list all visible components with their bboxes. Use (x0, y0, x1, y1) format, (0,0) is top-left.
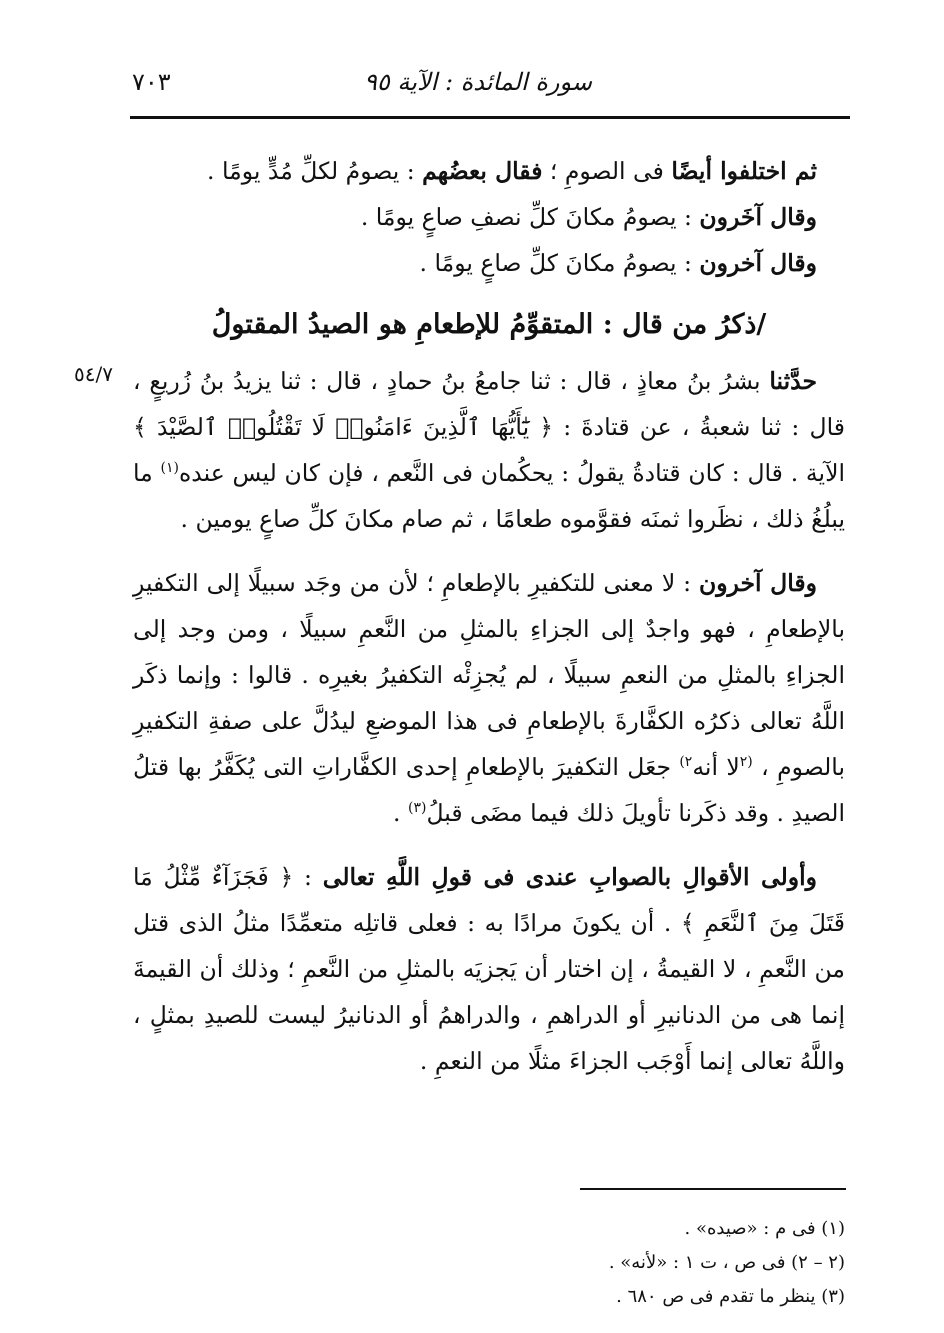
footnote-ref-2-close: ٢) (679, 754, 693, 771)
qatada-text-part1: حدَّثنا بشرُ بنُ معاذٍ ، قال : ثنا جامعُ بنُ حمادٍ ، قال : ثنا يزيدُ بنُ زُريعٍ ، قال : ثنا شعبةُ ، عن قتادةَ : ﴿ يَٰٓأَيُّهَا ٱلَّذِينَ ءَامَنُوا۟ لَا تَقْتُلُوا۟ ٱلصَّيْدَ ﴾ الآية . قال : كان قتادةُ يقولُ : يحكُمان فى النَّعم ، فإن كان ليس عنده (133, 367, 845, 487)
others-text-variant: لا أنه (692, 753, 740, 781)
paragraph-fasting-disagreement: ثم اختلفوا أيضًا فى الصومِ ؛ فقال بعضُهم : يصومُ لكلِّ مُدٍّ يومًا . (207, 157, 817, 185)
paragraph-author-preference: وأولى الأقوالِ بالصوابِ عندى فى قولِ اللَّهِ تعالى : ﴿ فَجَزَآءٌ مِّثْلُ مَا قَتَلَ مِنَ ٱلنَّعَمِ ﴾ . أن يكونَ مرادًا به : فعلى قاتلِه متعمِّدًا مثلُ الذى قتل من النَّعمِ ، لا القيمةُ ، إن اختار أن يَجزيَه بالمثلِ من النَّعمِ ؛ وذلك أن القيمةَ إنما هى من الدنانيرِ أو الدراهمِ ، والدراهمُ أو الدنانيرُ ليست للصيدِ بمثلٍ ، واللَّهُ تعالى إنما أَوْجَب الجزاءَ مثلًا من النعمِ . (133, 863, 845, 1075)
others-text-part2: جعَل التكفيرَ بالإطعامِ إحدى الكفَّاراتِ التى يُكَفَّرُ بها قتلُ الصيدِ . وقد ذكَرنا تأويلَ ذلك فيما مضَى قبلُ (133, 753, 845, 827)
footnotes (300, 1212, 845, 1314)
others-text-end: . (393, 799, 408, 827)
header-title: سورة المائدة : الآية ٩٥ (364, 68, 592, 96)
footnote-1: (١) فى م : «صيده» . (684, 1218, 845, 1239)
footnote-3: (٣) ينظر ما تقدم فى ص ٦٨٠ . (616, 1286, 845, 1307)
paragraph-full-saa: وقال آخرون : يصومُ مكانَ كلِّ صاعٍ يومًا . (419, 249, 817, 277)
footnote-ref-2-open: (٢ (739, 754, 753, 771)
qatada-text-part2: ما يبلُغُ ذلك ، نظَروا ثمنَه فقوَّموه طعامًا ، ثم صام مكانَ كلِّ صاعٍ يومين . (133, 459, 845, 533)
header-divider (130, 116, 850, 119)
footnote-2: (٢ – ٢) فى ص ، ت ١ : «لأنه» . (608, 1252, 845, 1273)
main-text (133, 148, 845, 1084)
footnote-divider (580, 1188, 846, 1190)
margin-reference: ٥٤/٧ (74, 362, 113, 386)
paragraph-qatada-narration (133, 358, 845, 542)
footnote-ref-3: (٣) (408, 800, 427, 817)
others-text-part1: وقال آخرون : لا معنى للتكفيرِ بالإطعامِ ؛ لأن من وجَد سبيلًا إلى التكفيرِ بالإطعامِ ، فهو واجدٌ إلى الجزاءِ بالمثلِ من النَّعمِ سبيلًا ، ومن وجد إلى الجزاءِ بالمثلِ من النعمِ سبيلًا ، لم يُجزِئْه التكفيرُ بغيرِه . قالوا : وإنما ذكَر اللَّهُ تعالى ذكرُه الكفَّارةَ بالإطعامِ فى هذا الموضعِ ليدُلَّ على صفةِ التكفيرِ بالصومِ ، (133, 569, 845, 781)
footnote-ref-1: (١) (160, 460, 179, 477)
paragraph-others-view (133, 560, 845, 836)
page-number: ٧٠٣ (132, 68, 171, 96)
paragraph-half-saa: وقال آخَرون : يصومُ مكانَ كلِّ نصفِ صاعٍ يومًا . (360, 203, 817, 231)
running-header (130, 62, 850, 106)
section-heading: /ذكرُ من قال : المتقوِّمُ للإطعامِ هو الصيدُ المقتولُ (211, 309, 767, 340)
